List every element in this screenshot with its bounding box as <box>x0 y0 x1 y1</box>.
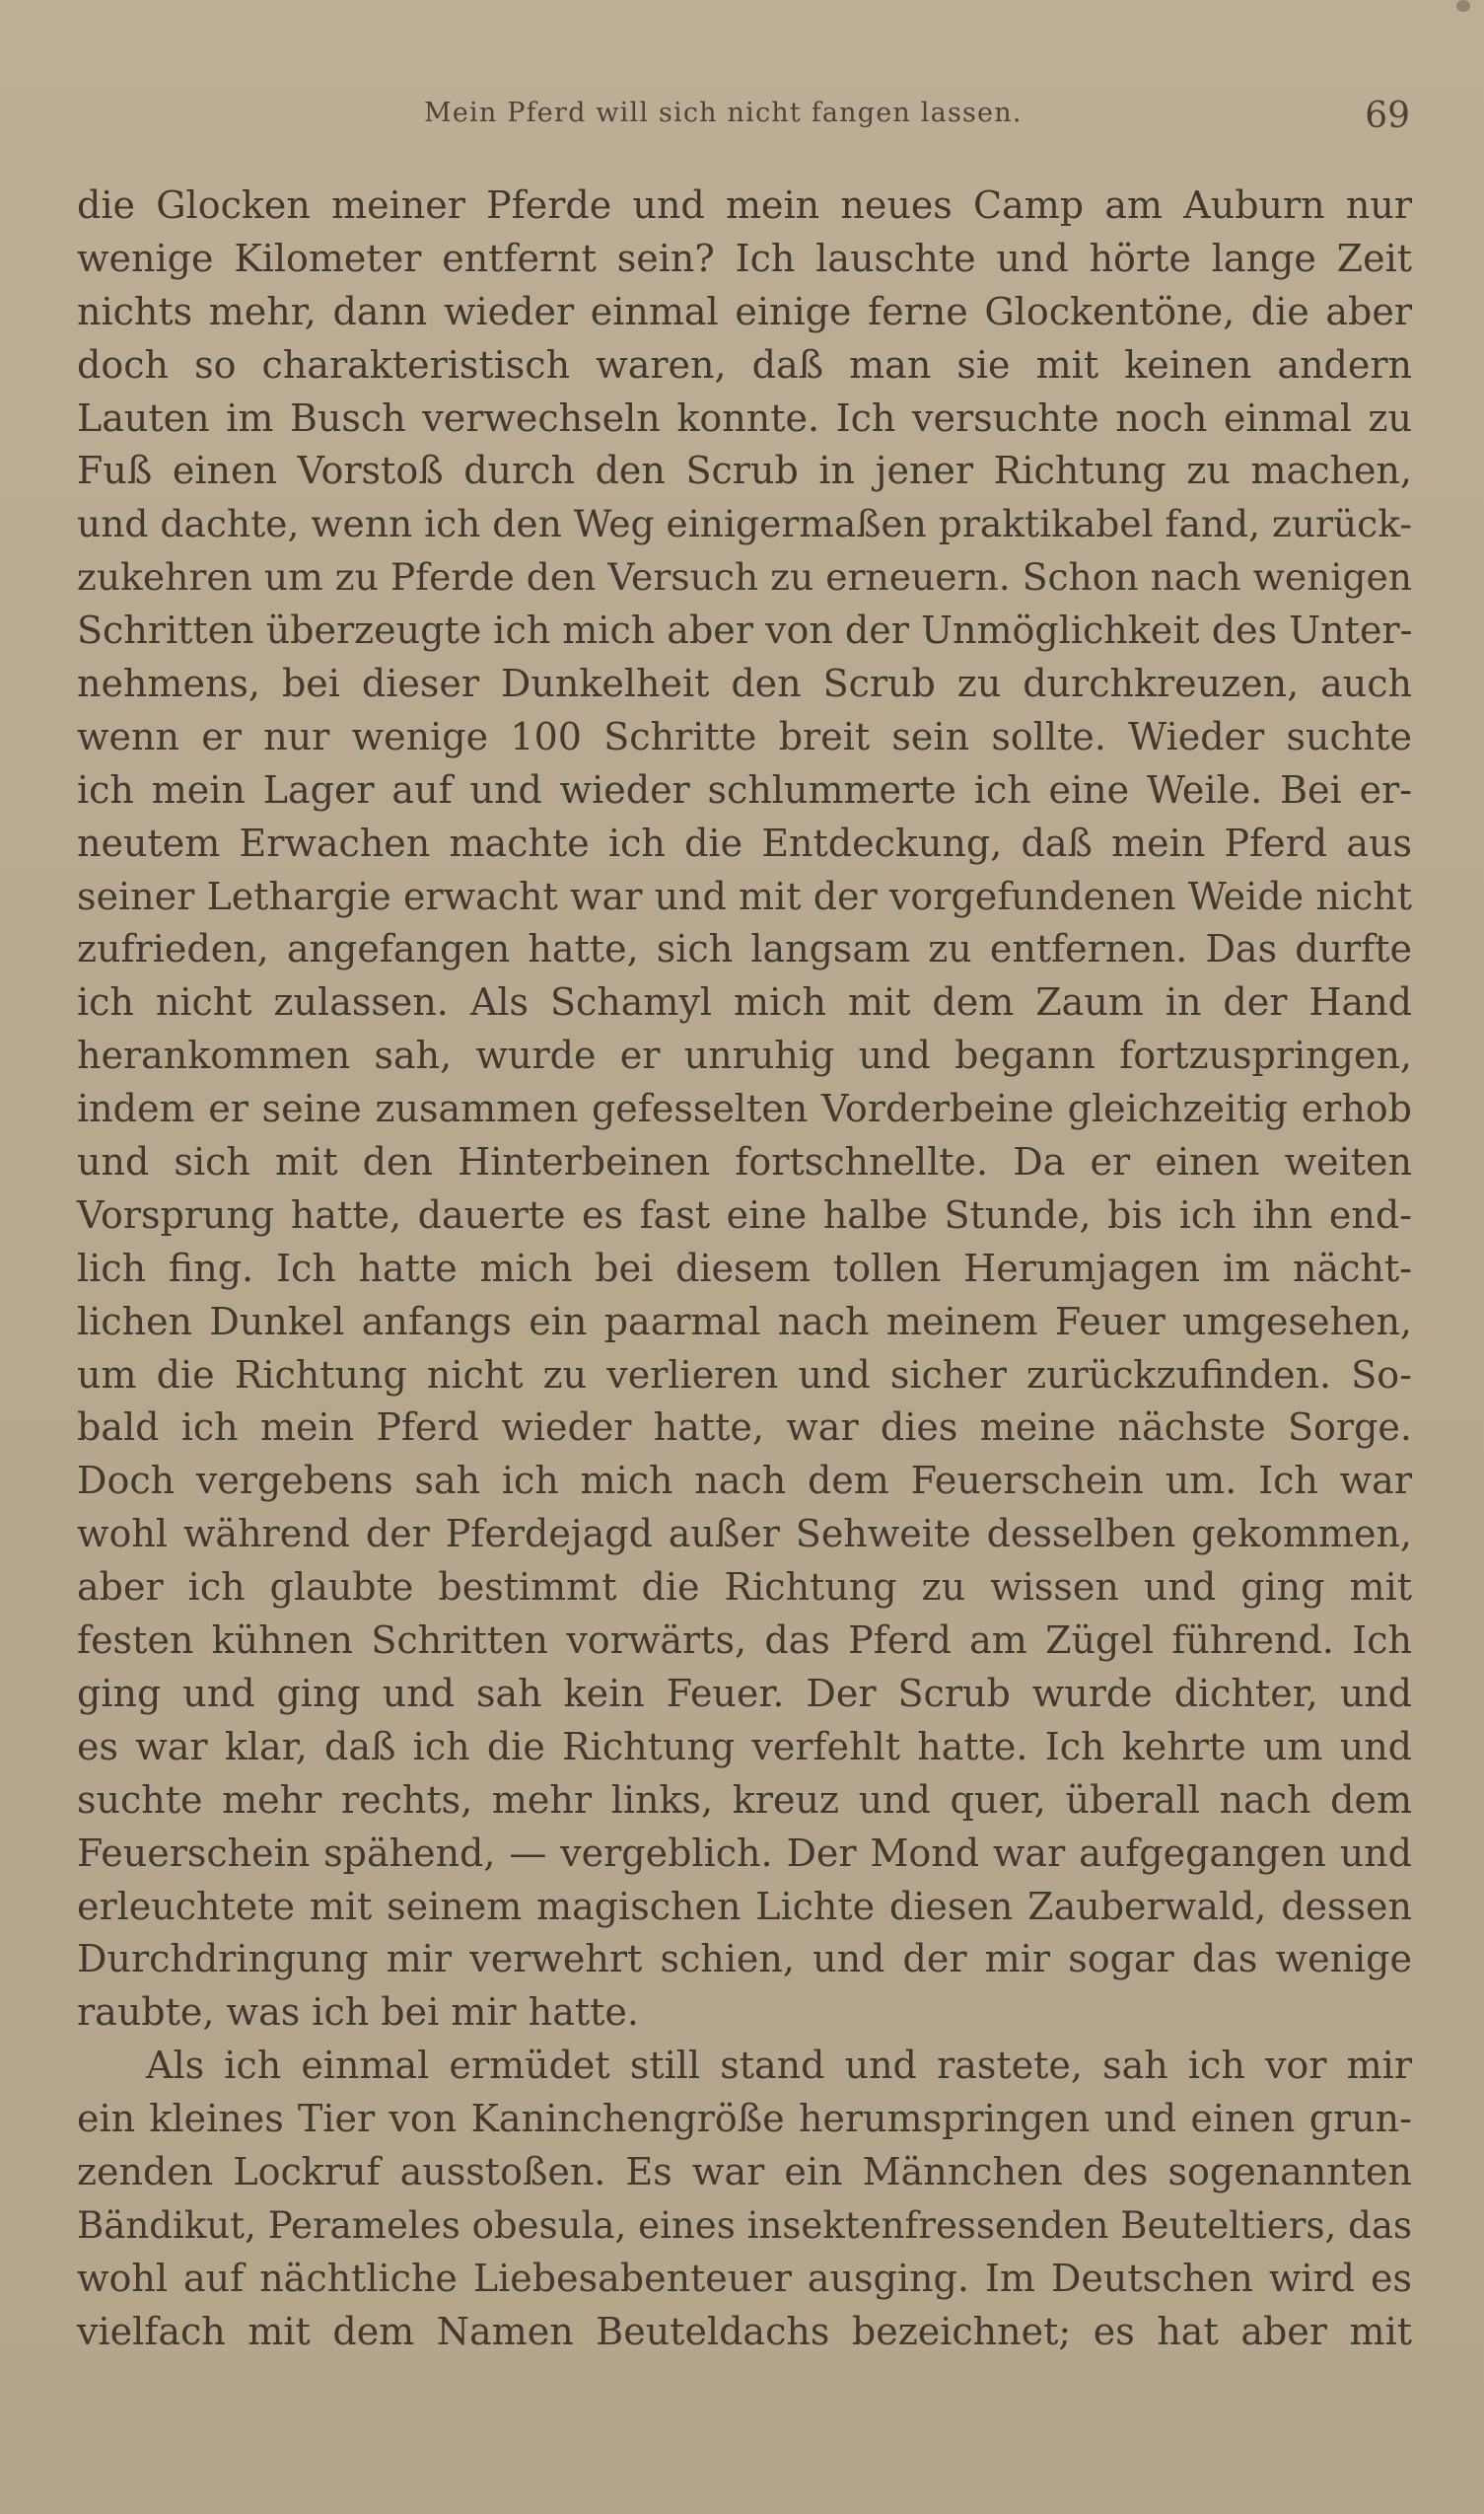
text-line: zenden Lockruf ausstoßen. Es war ein Männchen des sogenannten <box>77 2149 1412 2193</box>
text-line: zufrieden, angefangen hatte, sich langsam zu entfernen. Das durfte <box>77 927 1412 971</box>
text-line: und dachte, wenn ich den Weg einigermaßen praktikabel fand, zurück- <box>77 502 1413 546</box>
text-line: lich fing. Ich hatte mich bei diesem tollen Herumjagen im nächt- <box>77 1246 1412 1290</box>
text-line: wohl während der Pferdejagd außer Sehweite desselben gekommen, <box>77 1512 1412 1556</box>
text-line: nichts mehr, dann wieder einmal einige ferne Glockentöne, die aber <box>77 289 1412 333</box>
text-line: erleuchtete mit seinem magischen Lichte diesen Zauberwald, dessen <box>77 1884 1412 1928</box>
body-text <box>77 180 1412 2359</box>
text-line: wohl auf nächtliche Liebesabenteuer ausging. Im Deutschen wird es <box>77 2256 1412 2300</box>
text-line: Durchdringung mir verwehrt schien, und der mir sogar das wenige <box>77 1937 1412 1981</box>
paragraph-end-line: raubte, was ich bei mir hatte. <box>77 1990 639 2035</box>
text-line: wenn er nur wenige 100 Schritte breit sein sollte. Wieder suchte <box>77 714 1412 758</box>
text-line: suchte mehr rechts, mehr links, kreuz und quer, überall nach dem <box>77 1777 1412 1822</box>
text-line: aber ich glaubte bestimmt die Richtung zu wissen und ging mit <box>77 1565 1412 1610</box>
text-line: und sich mit den Hinterbeinen fortschnellte. Da er einen weiten <box>77 1140 1412 1185</box>
text-line: nehmens, bei dieser Dunkelheit den Scrub zu durchkreuzen, auch <box>77 662 1412 706</box>
text-line: herankommen sah, wurde er unruhig und begann fortzuspringen, <box>77 1034 1412 1078</box>
text-line: Feuerschein spähend, — vergeblich. Der Mond war aufgegangen und <box>77 1831 1412 1875</box>
text-line: festen kühnen Schritten vorwärts, das Pferd am Zügel führend. Ich <box>77 1618 1412 1663</box>
text-line: bald ich mein Pferd wieder hatte, war dies meine nächste Sorge. <box>77 1405 1412 1450</box>
text-line: seiner Lethargie erwacht war und mit der vorgefundenen Weide nicht <box>77 874 1412 918</box>
text-line: die Glocken meiner Pferde und mein neues Camp am Auburn nur <box>77 183 1412 227</box>
scan-mark <box>1456 0 1470 12</box>
text-line: ging und ging und sah kein Feuer. Der Scrub wurde dichter, und <box>77 1671 1412 1715</box>
running-header <box>0 98 1484 137</box>
text-line: indem er seine zusammen gefesselten Vorderbeine gleichzeitig erhob <box>77 1087 1412 1131</box>
text-line: Schritten überzeugte ich mich aber von der Unmöglichkeit des Unter- <box>77 609 1413 653</box>
text-line: ich nicht zulassen. Als Schamyl mich mit dem Zaum in der Hand <box>77 980 1412 1025</box>
text-line: wenige Kilometer entfernt sein? Ich lauschte und hörte lange Zeit <box>77 236 1412 280</box>
paragraph-first-line: Als ich einmal ermüdet still stand und rastete, sah ich vor mir <box>146 2044 1412 2088</box>
text-line: um die Richtung nicht zu verlieren und sicher zurückzufinden. So- <box>77 1352 1412 1397</box>
text-line: ein kleines Tier von Kaninchengröße herumspringen und einen grun- <box>77 2097 1412 2141</box>
page-number: 69 <box>1365 96 1410 136</box>
text-line: es war klar, daß ich die Richtung verfehlt hatte. Ich kehrte um und <box>77 1724 1412 1768</box>
text-line: Fuß einen Vorstoß durch den Scrub in jener Richtung zu machen, <box>77 449 1412 493</box>
chapter-running-title: Mein Pferd will sich nicht fangen lassen. <box>424 98 1023 128</box>
text-line: ich mein Lager auf und wieder schlummerte ich eine Weile. Bei er- <box>77 767 1412 812</box>
text-line: doch so charakteristisch waren, daß man sie mit keinen andern <box>77 342 1412 387</box>
text-line: Lauten im Busch verwechseln konnte. Ich versuchte noch einmal zu <box>77 395 1412 440</box>
text-line: zukehren um zu Pferde den Versuch zu erneuern. Schon nach wenigen <box>77 555 1412 600</box>
text-line: Doch vergebens sah ich mich nach dem Feuerschein um. Ich war <box>77 1459 1412 1503</box>
text-line: neutem Erwachen machte ich die Entdeckung, daß mein Pferd aus <box>77 821 1412 865</box>
text-line: Vorsprung hatte, dauerte es fast eine halbe Stunde, bis ich ihn end- <box>77 1192 1412 1237</box>
text-line: lichen Dunkel anfangs ein paarmal nach meinem Feuer umgesehen, <box>77 1299 1412 1343</box>
text-line: vielfach mit dem Namen Beuteldachs bezeichnet; es hat aber mit <box>77 2309 1412 2353</box>
text-line: Bändikut, Perameles obesula, eines insektenfressenden Beuteltiers, das <box>77 2203 1412 2247</box>
